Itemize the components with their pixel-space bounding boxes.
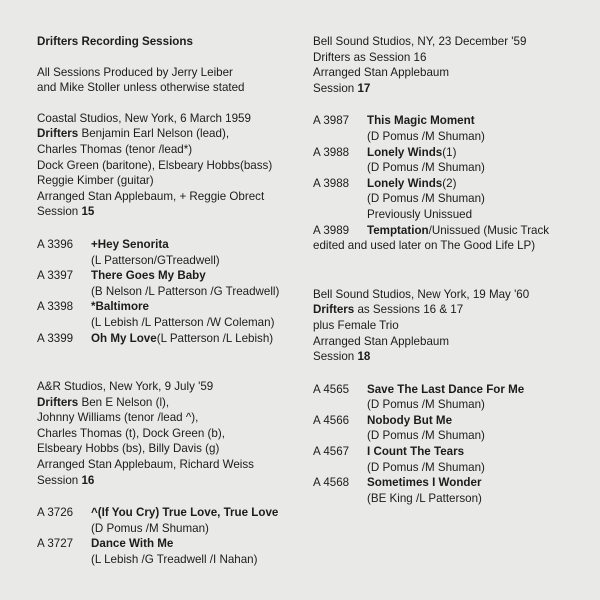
- track-row: [313, 113, 583, 129]
- track-title: ^(If You Cry) True Love, True Love: [91, 506, 279, 520]
- track-note: Previously Unissued: [367, 207, 473, 221]
- track-row: [37, 331, 302, 347]
- track-title: I Count The Tears: [367, 445, 465, 459]
- matrix-number: A 3399: [37, 331, 74, 345]
- track-title: +Hey Senorita: [91, 237, 169, 251]
- left-column: [37, 34, 302, 568]
- track-credit: (D Pomus /M Shuman): [367, 398, 485, 412]
- lineup-text: Dock Green (baritone), Elsbeary Hobbs(bass): [37, 158, 273, 172]
- matrix-number: A 3726: [37, 506, 74, 520]
- track-row: [313, 475, 583, 491]
- session-number: 15: [81, 205, 95, 219]
- track-credit: (BE King /L Patterson): [367, 491, 482, 505]
- session-label: Session: [37, 205, 82, 219]
- session-number-line: [37, 473, 302, 489]
- arranger-line: Arranged Stan Applebaum, + Reggie Obrect: [37, 189, 265, 203]
- track-title: There Goes My Baby: [91, 269, 206, 283]
- matrix-number: A 3988: [313, 145, 350, 159]
- session-number-line: [37, 204, 302, 220]
- track-title: This Magic Moment: [367, 114, 475, 128]
- matrix-number: A 3988: [313, 176, 350, 190]
- track-title: Nobody But Me: [367, 413, 453, 427]
- session-lineup: [313, 302, 583, 318]
- lineup-text: Charles Thomas (tenor /lead*): [37, 142, 193, 156]
- track-credit: (D Pomus /M Shuman): [367, 161, 485, 175]
- track-credit: (D Pomus /M Shuman): [367, 460, 485, 474]
- take-number: (1): [442, 145, 457, 159]
- lineup-text: Johnny Williams (tenor /lead ^),: [37, 411, 199, 425]
- track-note: /Unissued (Music Track: [428, 223, 550, 237]
- band-name: Drifters: [313, 303, 355, 317]
- matrix-number: A 3989: [313, 223, 350, 237]
- session-label: Session: [313, 350, 358, 364]
- track-title: Lonely Winds: [367, 176, 443, 190]
- session-label: Session: [313, 81, 358, 95]
- track-credit: (D Pomus /M Shuman): [91, 521, 209, 535]
- track-credit: (D Pomus /M Shuman): [367, 429, 485, 443]
- band-name: Drifters: [37, 395, 79, 409]
- session-number: 16: [81, 473, 95, 487]
- session-lineup: [37, 126, 302, 142]
- band-name: Drifters: [37, 127, 79, 141]
- session-number-line: [313, 349, 583, 365]
- arranger-line: Arranged Stan Applebaum: [313, 334, 449, 348]
- matrix-number: A 3396: [37, 237, 74, 251]
- track-credit: (D Pomus /M Shuman): [367, 129, 485, 143]
- track-credit: (D Pomus /M Shuman): [367, 192, 485, 206]
- right-column: [313, 34, 583, 506]
- track-note: edited and used later on The Good Life LP): [313, 239, 536, 253]
- session-number: 17: [357, 81, 371, 95]
- session-number: 18: [357, 350, 371, 364]
- lineup-text: as Sessions 16 & 17: [354, 303, 464, 317]
- track-credit: (L Patterson /L Lebish): [156, 331, 274, 345]
- matrix-number: A 3397: [37, 269, 74, 283]
- session-studio: A&R Studios, New York, 9 July '59: [37, 380, 214, 394]
- track-row: [313, 413, 583, 429]
- matrix-number: A 4566: [313, 413, 350, 427]
- arranger-line: Arranged Stan Applebaum: [313, 66, 449, 80]
- session-lineup: [37, 395, 302, 411]
- track-title: Save The Last Dance For Me: [367, 382, 525, 396]
- track-row: [37, 299, 302, 315]
- track-row: [37, 268, 302, 284]
- lineup-text: Ben E Nelson (l),: [78, 395, 170, 409]
- track-credit: (B Nelson /L Patterson /G Treadwell): [91, 284, 280, 298]
- matrix-number: A 3987: [313, 114, 350, 128]
- session-15-block: [37, 111, 302, 346]
- track-row: [37, 237, 302, 253]
- session-label: Session: [37, 473, 82, 487]
- track-row: [313, 145, 583, 161]
- lineup-text: plus Female Trio: [313, 318, 399, 332]
- track-row: [37, 536, 302, 552]
- track-row: [313, 444, 583, 460]
- lineup-text: Benjamin Earl Nelson (lead),: [78, 127, 230, 141]
- track-row: [313, 223, 583, 239]
- intro-line-1: All Sessions Produced by Jerry Leiber: [37, 65, 233, 79]
- session-16-block: [37, 379, 302, 568]
- track-row: [37, 505, 302, 521]
- matrix-number: A 3727: [37, 537, 74, 551]
- session-lineup: Drifters as Session 16: [313, 50, 427, 64]
- track-title: *Baltimore: [91, 300, 149, 314]
- session-number-line: [313, 81, 583, 97]
- track-credit: (L Lebish /G Treadwell /I Nahan): [91, 553, 258, 567]
- session-studio: Bell Sound Studios, NY, 23 December '59: [313, 35, 527, 48]
- track-credit: (L Patterson/GTreadwell): [91, 253, 220, 267]
- matrix-number: A 4567: [313, 445, 350, 459]
- session-17-block: [313, 34, 583, 254]
- session-18-block: [313, 287, 583, 507]
- matrix-number: A 3398: [37, 300, 74, 314]
- track-title: Temptation: [367, 223, 429, 237]
- track-row: [313, 176, 583, 192]
- track-title: Lonely Winds: [367, 145, 443, 159]
- track-row: [313, 382, 583, 398]
- matrix-number: A 4568: [313, 476, 350, 490]
- document-heading: Drifters Recording Sessions: [37, 35, 193, 48]
- lineup-text: Charles Thomas (t), Dock Green (b),: [37, 426, 225, 440]
- intro-line-2: and Mike Stoller unless otherwise stated: [37, 81, 245, 95]
- arranger-line: Arranged Stan Applebaum, Richard Weiss: [37, 458, 254, 472]
- matrix-number: A 4565: [313, 382, 350, 396]
- track-credit: (L Lebish /L Patterson /W Coleman): [91, 315, 275, 329]
- track-title: Dance With Me: [91, 537, 174, 551]
- lineup-text: Reggie Kimber (guitar): [37, 174, 154, 188]
- session-studio: Coastal Studios, New York, 6 March 1959: [37, 111, 251, 125]
- track-title: Sometimes I Wonder: [367, 476, 482, 490]
- track-title: Oh My Love: [91, 331, 157, 345]
- lineup-text: Elsbeary Hobbs (bs), Billy Davis (g): [37, 442, 220, 456]
- take-number: (2): [442, 176, 457, 190]
- session-studio: Bell Sound Studios, New York, 19 May '60: [313, 287, 530, 301]
